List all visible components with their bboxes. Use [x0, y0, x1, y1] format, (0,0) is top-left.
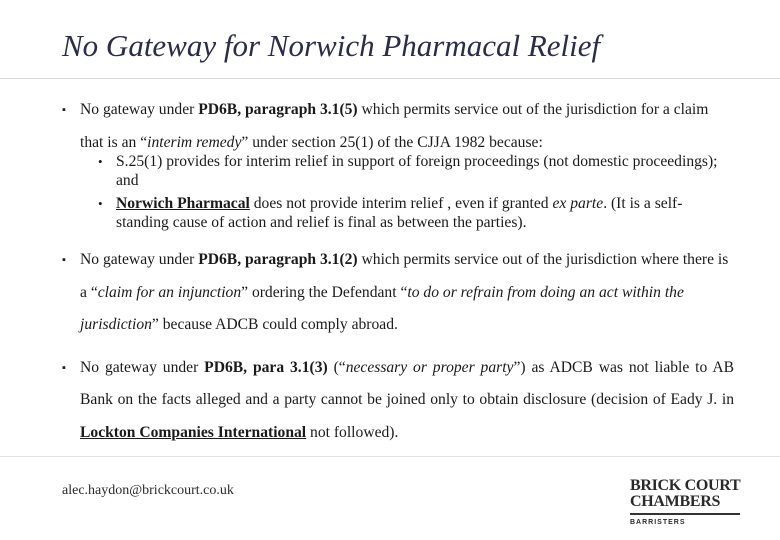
sub-bullet-2 [98, 194, 734, 232]
footer-email: alec.haydon@brickcourt.co.uk [62, 483, 234, 498]
logo-subtitle: BARRISTERS [630, 518, 686, 526]
text-bold: PD6B, paragraph 3.1(5) [198, 101, 358, 118]
square-bullet-icon: ▪ [62, 361, 66, 374]
footer-divider [0, 456, 780, 457]
text-italic: to do or refrain from doing an act within the jurisdiction [80, 283, 684, 333]
text: which permits service out of the jurisdiction for a claim that is an “ [80, 101, 709, 151]
slide-title: No Gateway for Norwich Pharmacal Relief [62, 28, 601, 63]
logo-line-1: BRICK COURT [630, 477, 741, 494]
text: No gateway under [80, 101, 199, 118]
text: (“ [327, 358, 346, 376]
sub-bullet-list [98, 152, 734, 232]
text-bold: PD6B, paragraph 3.1(2) [198, 251, 358, 268]
bullet-point-1 [62, 94, 734, 159]
text-italic: interim remedy [147, 133, 242, 151]
text-italic: necessary or proper party [345, 358, 514, 376]
text: No gateway under [80, 358, 205, 376]
sub-bullet-text: S.25(1) provides for interim relief in support of foreign proceedings (not domestic proceedings); and [116, 153, 718, 189]
text: . (It is a self-standing cause of action and relief is final as between the parties). [116, 195, 683, 231]
case-name-underlined: Norwich Pharmacal [116, 195, 250, 212]
text: No gateway under [80, 251, 199, 268]
bullet-point-2 [62, 244, 734, 342]
text-italic: claim for an injunction [97, 283, 242, 301]
dot-bullet-icon: • [98, 154, 103, 169]
logo-line-2: CHAMBERS [630, 493, 721, 510]
text: ” ordering the Defendant “ [241, 283, 408, 301]
logo-rule [630, 513, 740, 515]
title-divider [0, 78, 780, 79]
square-bullet-icon: ▪ [62, 254, 66, 266]
text: ” because ADCB could comply abroad. [151, 316, 398, 333]
dot-bullet-icon: • [98, 196, 103, 211]
text: ” under section 25(1) of the CJJA 1982 because: [241, 133, 543, 151]
text: which permits service out of the jurisdiction where there is a “ [80, 251, 729, 301]
bullet-point-3 [62, 352, 734, 450]
slide-body [62, 94, 734, 449]
case-name-underlined: Lockton Companies International [80, 423, 307, 441]
brick-court-logo [630, 478, 742, 526]
text: not followed). [306, 423, 399, 441]
square-bullet-icon: ▪ [62, 104, 66, 116]
text: ”) as ADCB was not liable to AB Bank on the facts alleged and a party cannot be joined only to obtain disclosure (decision of Eady J. in [80, 358, 734, 408]
text-italic: ex parte [552, 195, 604, 212]
sub-bullet-1 [98, 152, 734, 190]
text: does not provide interim relief , even if granted [249, 195, 553, 212]
text-bold: PD6B, para 3.1(3) [204, 358, 328, 376]
